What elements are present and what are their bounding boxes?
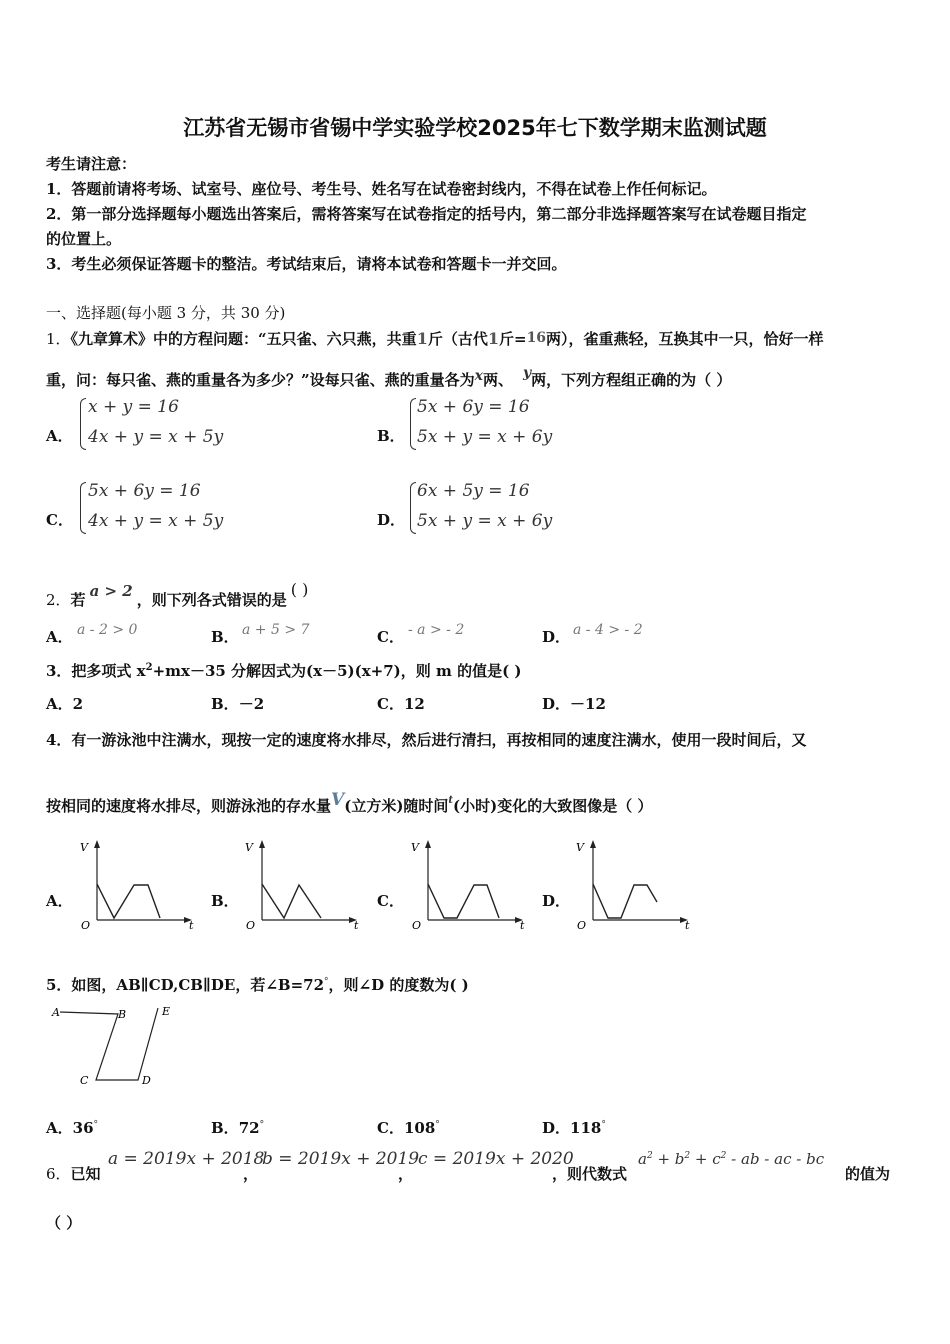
q5-figure bbox=[46, 1000, 186, 1092]
q4-line1: 4．有一游泳池中注满水，现按一定的速度将水排尽，然后进行清扫，再按相同的速度注满水，使用一段时间后，又 bbox=[46, 731, 807, 749]
q1-one-b: 1 bbox=[487, 329, 499, 348]
notice-heading: 考生请注意： bbox=[46, 155, 137, 173]
q1-option-a-eq2: 4x + y = x + 5y bbox=[88, 427, 224, 447]
q1-option-d-eq2: 5x + y = x + 6y bbox=[417, 511, 553, 531]
notice-item-2-cont: 的位置上。 bbox=[46, 230, 122, 248]
q4-graph-a-xlabel: t bbox=[189, 919, 194, 932]
q4-text-a: 按相同的速度将水排尽，则游泳池的存水量 bbox=[46, 797, 332, 815]
q1-line1 bbox=[46, 328, 824, 349]
q1-option-b-eq2: 5x + y = x + 6y bbox=[417, 427, 553, 447]
q4-text-b: (立方米)随时间 bbox=[344, 797, 449, 815]
q2-option-d-label[interactable]: D． bbox=[542, 628, 571, 646]
q1-var-x: x bbox=[474, 368, 483, 384]
q4-option-b-label[interactable]: B． bbox=[211, 892, 239, 910]
q6-expr-b: b = 2019x + 2019 bbox=[262, 1149, 420, 1169]
q3-option-c[interactable] bbox=[377, 693, 425, 714]
q5-option-b-label: B． bbox=[211, 1119, 239, 1137]
q1-option-a-label[interactable]: A． bbox=[46, 427, 73, 445]
q5-option-c-value: 108 bbox=[403, 1119, 436, 1137]
q4-graph-a-curve bbox=[97, 884, 160, 918]
q1-sixteen: 16 bbox=[526, 330, 547, 346]
q4-option-c-label[interactable]: C． bbox=[377, 892, 404, 910]
q6-pre: 已知 bbox=[70, 1165, 101, 1183]
q6-expression: $a^2 + b^2 + c^2$ - ab - ac - bc bbox=[638, 1150, 825, 1168]
q5-option-c-label: C． bbox=[377, 1119, 404, 1137]
q1-text-d: 两），雀重燕轻，互换其中一只，恰好一样 bbox=[546, 330, 824, 348]
q1-option-d-eq1: 6x + 5y = 16 bbox=[417, 481, 530, 501]
q1-option-a-eq1: x + y = 16 bbox=[88, 397, 179, 417]
q3-option-a-value: 2 bbox=[72, 695, 84, 713]
notice-item-2: 2．第一部分选择题每小题选出答案后，需将答案写在试卷指定的括号内，第二部分非选择题答案写在试卷题目指定 bbox=[46, 205, 807, 223]
q4-graph-c-xlabel: t bbox=[520, 919, 525, 932]
q2-option-a-label[interactable]: A． bbox=[46, 628, 73, 646]
q5-label-A: A bbox=[52, 1006, 60, 1019]
q5-label-C: C bbox=[80, 1074, 89, 1087]
q3-option-a[interactable] bbox=[46, 693, 83, 714]
q6-mid: ，则代数式 bbox=[552, 1165, 628, 1183]
q3-option-d[interactable] bbox=[542, 693, 606, 714]
q5-option-c[interactable] bbox=[377, 1117, 440, 1138]
q1-text-c: 斤= bbox=[498, 330, 527, 348]
q5-option-c-degree: ° bbox=[435, 1120, 440, 1130]
q3-option-d-value: －12 bbox=[570, 695, 606, 713]
q2-option-b-label[interactable]: B． bbox=[211, 628, 239, 646]
q4-graph-a bbox=[76, 836, 200, 936]
q4-graph-b-curve bbox=[262, 884, 321, 918]
q5-text2: ，则∠D 的度数为( ) bbox=[328, 976, 469, 994]
q2-option-c-label[interactable]: C． bbox=[377, 628, 404, 646]
q3-line bbox=[46, 660, 522, 681]
q6-post: 的值为 bbox=[845, 1165, 891, 1183]
q5-option-b[interactable] bbox=[211, 1117, 264, 1138]
q4-graph-d-ylabel: V bbox=[576, 841, 584, 854]
q1-option-c-label[interactable]: C． bbox=[46, 511, 73, 529]
q4-graph-d-xlabel: t bbox=[685, 919, 690, 932]
q4-option-d-label[interactable]: D． bbox=[542, 892, 571, 910]
notice-item-3: 3．考生必须保证答题卡的整洁。考试结束后，请将本试卷和答题卡一并交回。 bbox=[46, 255, 567, 273]
q4-option-a-label[interactable]: A． bbox=[46, 892, 73, 910]
q1-var-y: y bbox=[523, 365, 532, 381]
q5-option-d-value: 118 bbox=[570, 1119, 602, 1137]
q1-option-a-brace bbox=[80, 398, 86, 450]
q4-graph-a-origin: O bbox=[81, 919, 91, 932]
q5-label-E: E bbox=[162, 1005, 171, 1018]
q4-graph-d-y-arrow bbox=[590, 840, 596, 848]
q4-graph-b-origin: O bbox=[246, 919, 256, 932]
q4-graph-c-ylabel: V bbox=[411, 841, 419, 854]
q2-condition: a > 2 bbox=[89, 582, 133, 600]
q5-degree: ° bbox=[324, 977, 329, 987]
q4-var-t: t bbox=[448, 795, 454, 806]
q6-line-start bbox=[46, 1163, 101, 1184]
q1-option-b-brace bbox=[410, 398, 416, 450]
q5-label-D: D bbox=[142, 1074, 151, 1087]
q5-option-a-label: A． bbox=[46, 1119, 73, 1137]
q1-text-b: 斤（古代 bbox=[427, 330, 488, 348]
q3-option-a-label: A． bbox=[46, 695, 73, 713]
notice-item-1: 1．答题前请将考场、试室号、座位号、考生号、姓名写在试卷密封线内，不得在试卷上作任何标记。 bbox=[46, 180, 717, 198]
q3-superscript: 2 bbox=[145, 662, 153, 673]
q6-comma-1: ， bbox=[243, 1165, 259, 1183]
page-title: 江苏省无锡市省锡中学实验学校2025年七下数学期末监测试题 bbox=[183, 116, 767, 140]
q5-option-d[interactable] bbox=[542, 1117, 606, 1138]
q2-number: 2． bbox=[46, 591, 71, 609]
q1-option-d-brace bbox=[410, 482, 416, 534]
q1-text-a: 《九章算术》中的方程问题：“五只雀、六只燕，共重 bbox=[70, 330, 417, 348]
q4-graph-c-origin: O bbox=[412, 919, 422, 932]
q5-option-a-value: 36 bbox=[72, 1119, 94, 1137]
q1-option-d-label[interactable]: D． bbox=[377, 511, 406, 529]
q4-graph-b-ylabel: V bbox=[245, 841, 253, 854]
q1-text-e: 重，问：每只雀、燕的重量各为多少？”设每只雀、燕的重量各为 bbox=[46, 371, 475, 389]
q4-graph-c-curve bbox=[428, 884, 499, 918]
q4-graph-b bbox=[241, 836, 365, 936]
q3-option-c-label: C． bbox=[377, 695, 404, 713]
q4-graph-d-origin: O bbox=[577, 919, 587, 932]
q4-graph-b-xlabel: t bbox=[354, 919, 359, 932]
q1-line2 bbox=[46, 365, 731, 390]
q6-comma-2: ， bbox=[398, 1165, 414, 1183]
q6-answer-paren: （ ） bbox=[46, 1214, 82, 1232]
q2-option-b-expr: a + 5 > 7 bbox=[242, 622, 310, 638]
q3-option-b-value: －2 bbox=[238, 695, 265, 713]
q5-option-a-degree: ° bbox=[93, 1120, 99, 1130]
q5-text: 5．如图，AB∥CD,CB∥DE，若∠B=72 bbox=[46, 976, 325, 994]
section-heading: 一、选择题(每小题 3 分，共 30 分) bbox=[46, 304, 286, 322]
q2-pre: 若 bbox=[70, 591, 86, 609]
q5-option-a[interactable] bbox=[46, 1117, 98, 1138]
q4-graph-d bbox=[572, 836, 696, 936]
q4-text-c: (小时)变化的大致图像是（ ） bbox=[453, 797, 653, 815]
q2-answer-paren: ( ) bbox=[290, 580, 309, 599]
q1-option-c-eq2: 4x + y = x + 5y bbox=[88, 511, 224, 531]
q4-graph-b-y-arrow bbox=[259, 840, 265, 848]
q1-option-b-label[interactable]: B． bbox=[377, 427, 405, 445]
q4-graph-c bbox=[407, 836, 531, 936]
q5-line bbox=[46, 974, 469, 995]
q5-option-b-value: 72 bbox=[238, 1119, 260, 1137]
q4-graph-d-curve bbox=[593, 884, 657, 918]
q3-option-d-label: D． bbox=[542, 695, 571, 713]
q5-option-b-degree: ° bbox=[259, 1120, 265, 1130]
q3-option-b-label: B． bbox=[211, 695, 239, 713]
q4-graph-a-ylabel: V bbox=[80, 841, 88, 854]
q3-option-b[interactable] bbox=[211, 693, 264, 714]
q3-option-c-value: 12 bbox=[403, 695, 425, 713]
q6-number: 6． bbox=[46, 1165, 71, 1183]
q3-text-b: +mx－35 分解因式为(x－5)(x+7)，则 m 的值是( ) bbox=[152, 662, 522, 680]
q2-option-a-expr: a - 2 > 0 bbox=[77, 622, 138, 638]
q2-option-c-expr: - a > - 2 bbox=[408, 622, 465, 638]
q3-text-a: 3．把多项式 x bbox=[46, 662, 146, 680]
q5-option-d-degree: ° bbox=[601, 1120, 606, 1130]
q2-line bbox=[46, 580, 308, 610]
q5-figure-lines bbox=[60, 1008, 158, 1080]
q1-option-b-eq1: 5x + 6y = 16 bbox=[417, 397, 530, 417]
q2-option-d-expr: a - 4 > - 2 bbox=[573, 622, 643, 638]
q1-one: 1 bbox=[416, 329, 428, 348]
q1-option-c-brace bbox=[80, 482, 86, 534]
q1-number: 1． bbox=[46, 330, 71, 348]
q6-expr-c: c = 2019x + 2020 bbox=[418, 1149, 574, 1169]
q4-graph-c-y-arrow bbox=[425, 840, 431, 848]
q4-line2 bbox=[46, 790, 652, 816]
q4-graph-a-y-arrow bbox=[94, 840, 100, 848]
q1-option-c-eq1: 5x + 6y = 16 bbox=[88, 481, 201, 501]
q1-text-g: 两，下列方程组正确的为（ ） bbox=[531, 371, 732, 389]
q6-expr-a: a = 2019x + 2018 bbox=[108, 1149, 265, 1169]
q1-text-f: 两、 bbox=[483, 371, 514, 389]
q2-post: ，则下列各式错误的是 bbox=[136, 591, 287, 609]
q5-label-B: B bbox=[118, 1008, 127, 1021]
q4-var-V: V bbox=[331, 790, 345, 810]
q5-option-d-label: D． bbox=[542, 1119, 571, 1137]
